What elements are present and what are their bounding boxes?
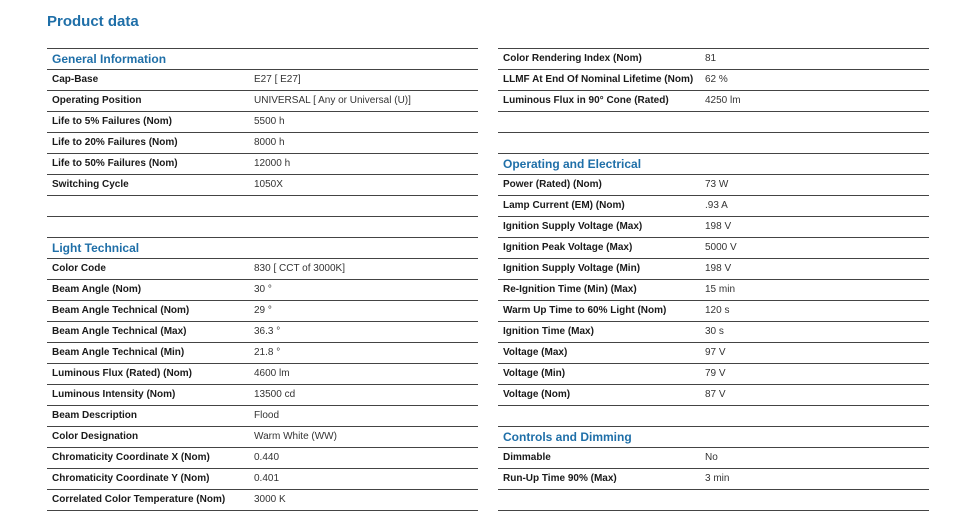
row-label: Beam Angle Technical (Nom) — [52, 305, 190, 316]
left-column — [47, 48, 478, 511]
section-general-information — [47, 48, 478, 217]
row-label: Power (Rated) (Nom) — [503, 179, 602, 190]
table-row-luminous-flux-in-90-cone-rated — [498, 91, 929, 112]
row-value: No — [705, 452, 718, 463]
row-value: 3000 K — [254, 494, 286, 505]
table-row-switching-cycle — [47, 175, 478, 196]
row-value: 8000 h — [254, 137, 285, 148]
row-value: 21.8 ° — [254, 347, 281, 358]
row-value: 4250 lm — [705, 95, 741, 106]
row-label: Warm Up Time to 60% Light (Nom) — [503, 305, 667, 316]
row-label: Dimmable — [503, 452, 551, 463]
row-label — [47, 196, 254, 216]
row-value: 30 s — [705, 326, 724, 337]
table-row-beam-angle-technical-nom — [47, 301, 478, 322]
table-row-blank — [498, 112, 929, 133]
table-row-re-ignition-time-min-max — [498, 280, 929, 301]
row-label: Beam Angle Technical (Max) — [52, 326, 187, 337]
section-heading: Light Technical — [47, 238, 478, 259]
row-label: Luminous Intensity (Nom) — [52, 389, 176, 400]
row-label: Lamp Current (EM) (Nom) — [503, 200, 625, 211]
row-value: .93 A — [705, 200, 728, 211]
row-label: Color Rendering Index (Nom) — [503, 53, 642, 64]
table-row-beam-angle-technical-max — [47, 322, 478, 343]
row-value: 198 V — [705, 263, 732, 274]
row-label: Life to 50% Failures (Nom) — [52, 158, 178, 169]
row-value: Flood — [254, 410, 280, 421]
table-row-lamp-current-em-nom — [498, 196, 929, 217]
row-value — [705, 112, 929, 132]
table-row-voltage-max — [498, 343, 929, 364]
row-value: 81 — [705, 53, 717, 64]
row-value: 36.3 ° — [254, 326, 281, 337]
row-label: Color Designation — [52, 431, 139, 442]
section-controls-and-dimming — [498, 426, 929, 511]
table-row-run-up-time-90-max — [498, 469, 929, 490]
table-row-ignition-time-max — [498, 322, 929, 343]
row-label: Beam Angle (Nom) — [52, 284, 142, 295]
row-value: 15 min — [705, 284, 736, 295]
table-row-life-to-5-failures-nom — [47, 112, 478, 133]
row-value: E27 [ E27] — [254, 74, 301, 85]
row-label: Voltage (Nom) — [503, 389, 571, 400]
row-value: 87 V — [705, 389, 726, 400]
row-label: Chromaticity Coordinate X (Nom) — [52, 452, 210, 463]
table-row-dimmable — [498, 448, 929, 469]
table-row-chromaticity-coordinate-x-nom — [47, 448, 478, 469]
row-label: Ignition Peak Voltage (Max) — [503, 242, 633, 253]
section-operating-and-electrical — [498, 153, 929, 406]
row-label — [498, 490, 705, 510]
row-value — [705, 490, 929, 510]
table-row-correlated-color-temperature-nom — [47, 490, 478, 511]
row-value: Warm White (WW) — [254, 431, 337, 442]
table-row-color-rendering-index-nom — [498, 49, 929, 70]
table-row-blank — [498, 490, 929, 511]
row-label: Ignition Supply Voltage (Min) — [503, 263, 641, 274]
row-label: Operating Position — [52, 95, 142, 106]
row-label: Chromaticity Coordinate Y (Nom) — [52, 473, 210, 484]
row-label — [498, 112, 705, 132]
row-label: Correlated Color Temperature (Nom) — [52, 494, 226, 505]
row-value — [254, 196, 478, 216]
table-row-warm-up-time-to-60-light-nom — [498, 301, 929, 322]
section-heading: Controls and Dimming — [498, 427, 929, 448]
row-value: 73 W — [705, 179, 729, 190]
row-label: Life to 20% Failures (Nom) — [52, 137, 178, 148]
row-value: 198 V — [705, 221, 732, 232]
table-row-life-to-20-failures-nom — [47, 133, 478, 154]
right-column — [498, 48, 929, 511]
section-heading: Operating and Electrical — [498, 154, 929, 175]
table-row-chromaticity-coordinate-y-nom — [47, 469, 478, 490]
table-row-beam-description — [47, 406, 478, 427]
row-value: 3 min — [705, 473, 730, 484]
table-row-beam-angle-technical-min — [47, 343, 478, 364]
table-row-color-code — [47, 259, 478, 280]
table-row-power-rated-nom — [498, 175, 929, 196]
row-label: LLMF At End Of Nominal Lifetime (Nom) — [503, 74, 694, 85]
row-value: 5500 h — [254, 116, 285, 127]
table-row-ignition-peak-voltage-max — [498, 238, 929, 259]
row-value: 12000 h — [254, 158, 291, 169]
table-row-blank — [47, 196, 478, 217]
row-value: 97 V — [705, 347, 726, 358]
row-value: 62 % — [705, 74, 728, 85]
row-label: Beam Angle Technical (Min) — [52, 347, 185, 358]
table-row-luminous-intensity-nom — [47, 385, 478, 406]
section-heading: General Information — [47, 49, 478, 70]
row-value: 120 s — [705, 305, 730, 316]
row-value: 4600 lm — [254, 368, 290, 379]
row-label: Ignition Supply Voltage (Max) — [503, 221, 643, 232]
table-row-life-to-50-failures-nom — [47, 154, 478, 175]
row-label: Voltage (Max) — [503, 347, 568, 358]
table-row-ignition-supply-voltage-max — [498, 217, 929, 238]
row-value: 830 [ CCT of 3000K] — [254, 263, 345, 274]
row-value: 79 V — [705, 368, 726, 379]
table-row-luminous-flux-rated-nom — [47, 364, 478, 385]
row-label: Beam Description — [52, 410, 138, 421]
row-value: 13500 cd — [254, 389, 296, 400]
row-label: Luminous Flux in 90° Cone (Rated) — [503, 95, 669, 106]
row-label: Color Code — [52, 263, 106, 274]
row-label: Re-Ignition Time (Min) (Max) — [503, 284, 637, 295]
section-light-technical — [47, 237, 478, 511]
row-value: UNIVERSAL [ Any or Universal (U)] — [254, 95, 411, 106]
row-label: Luminous Flux (Rated) (Nom) — [52, 368, 192, 379]
row-label: Voltage (Min) — [503, 368, 566, 379]
table-row-ignition-supply-voltage-min — [498, 259, 929, 280]
table-row-llmf-at-end-of-nominal-lifetime-nom — [498, 70, 929, 91]
table-row-voltage-min — [498, 364, 929, 385]
row-value: 30 ° — [254, 284, 272, 295]
section-continued — [498, 48, 929, 133]
row-label: Life to 5% Failures (Nom) — [52, 116, 173, 127]
table-row-operating-position — [47, 91, 478, 112]
row-value: 5000 V — [705, 242, 737, 253]
row-value: 0.401 — [254, 473, 280, 484]
row-value: 0.440 — [254, 452, 280, 463]
table-row-cap-base — [47, 70, 478, 91]
table-row-voltage-nom — [498, 385, 929, 406]
row-value: 29 ° — [254, 305, 272, 316]
row-label: Ignition Time (Max) — [503, 326, 594, 337]
page-title: Product data — [47, 13, 139, 30]
row-value: 1050X — [254, 179, 283, 190]
table-row-beam-angle-nom — [47, 280, 478, 301]
table-row-color-designation — [47, 427, 478, 448]
row-label: Switching Cycle — [52, 179, 129, 190]
row-label: Run-Up Time 90% (Max) — [503, 473, 617, 484]
row-label: Cap-Base — [52, 74, 99, 85]
